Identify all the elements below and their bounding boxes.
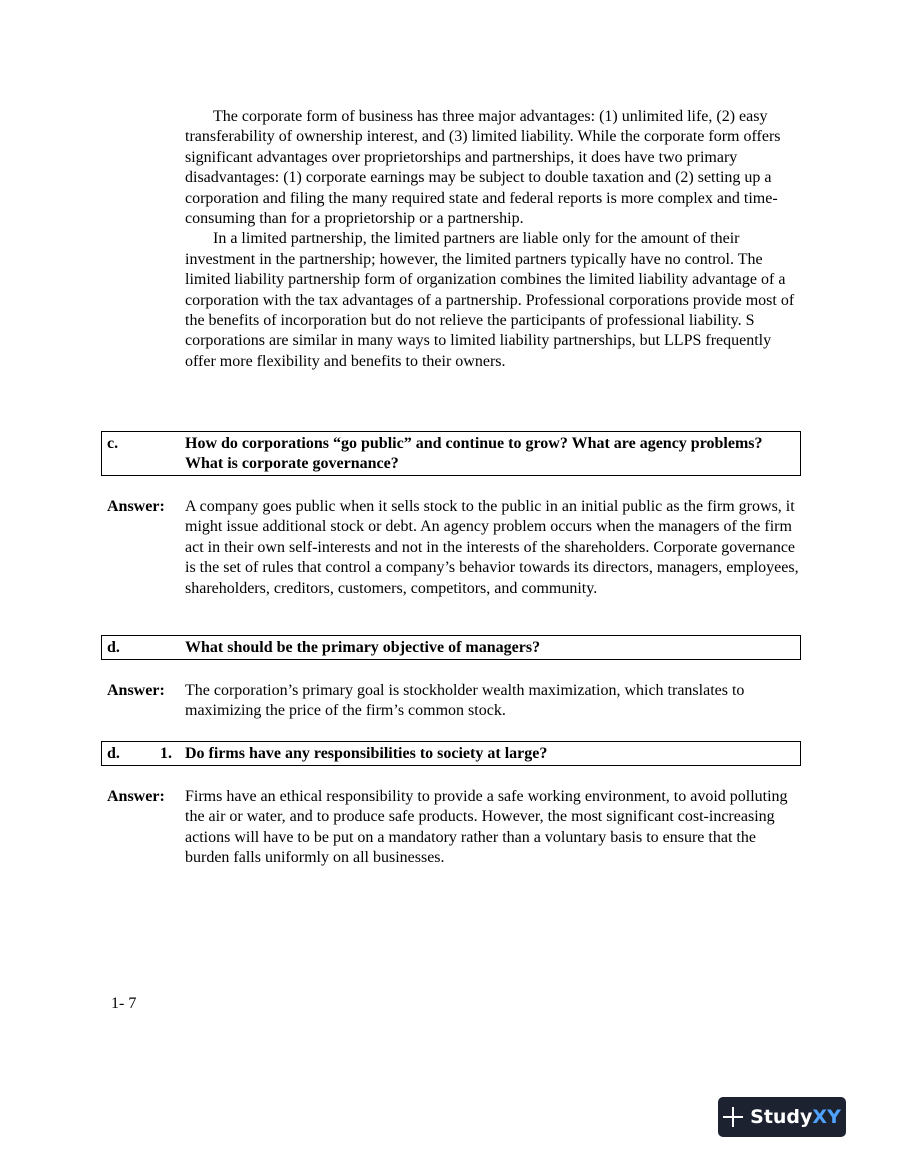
question-letter: d.: [107, 639, 120, 656]
answer-label: Answer:: [107, 498, 165, 515]
answer-text: The corporation’s primary goal is stockholder wealth maximization, which translates to maximizing the price of the firm’s common stock.: [185, 682, 745, 720]
question-number: 1.: [160, 745, 172, 762]
question-box-c: [101, 431, 801, 476]
question-box-d1: [101, 741, 801, 766]
answer-label: Answer:: [107, 788, 165, 805]
question-letter: c.: [107, 435, 119, 452]
studyxy-badge[interactable]: [718, 1097, 846, 1137]
question-letter: d.: [107, 745, 120, 762]
brand-accent: XY: [812, 1106, 841, 1128]
intro-section: [185, 107, 805, 372]
plus-icon: [723, 1107, 743, 1127]
answer-text: A company goes public when it sells stock to the public in an initial public as the firm grows, it might issue additional stock or debt. An agency problem occurs when the managers of the firm act in their own self-interests and not in the interests of the shareholders. Corporate governance is the set of rules that control a company’s behavior towards its directors, managers, employees, shareholders, creditors, customers, competitors, and community.: [185, 498, 799, 597]
brand-main: Study: [750, 1106, 813, 1128]
answer-text: Firms have an ethical responsibility to provide a safe working environment, to avoid polluting the air or water, and to produce safe products. However, the most significant cost-increasing actions will have to be put on a mandatory rather than a voluntary basis to ensure that the burden falls uniformly on all businesses.: [185, 788, 788, 867]
intro-paragraph: In a limited partnership, the limited partners are liable only for the amount of their investment in the partnership; however, the limited partners typically have no control. The limited liability partnership form of organization combines the limited liability advantage of a corporation with the tax advantages of a partnership. Professional corporations provide most of the benefits of incorporation but do not relieve the participants of professional liability. S corporations are similar in many ways to limited liability partnerships, but LLPS frequently offer more flexibility and benefits to their owners.: [185, 230, 795, 370]
question-text: What should be the primary objective of managers?: [185, 639, 541, 656]
question-text: Do firms have any responsibilities to society at large?: [185, 745, 548, 762]
question-text: How do corporations “go public” and continue to grow? What are agency problems? What is corporate governance?: [185, 435, 763, 473]
intro-paragraph: The corporate form of business has three major advantages: (1) unlimited life, (2) easy transferability of ownership interest, and (3) limited liability. While the corporate form offers significant advantages over proprietorships and partnerships, it does have two primary disadvantages: (1) corporate earnings may be subject to double taxation and (2) setting up a corporation and filing the many required state and federal reports is more complex and time-consuming than for a proprietorship or a partnership.: [185, 108, 781, 228]
answer-label: Answer:: [107, 682, 165, 699]
question-box-d: [101, 635, 801, 660]
page-number: 1- 7: [111, 995, 137, 1012]
